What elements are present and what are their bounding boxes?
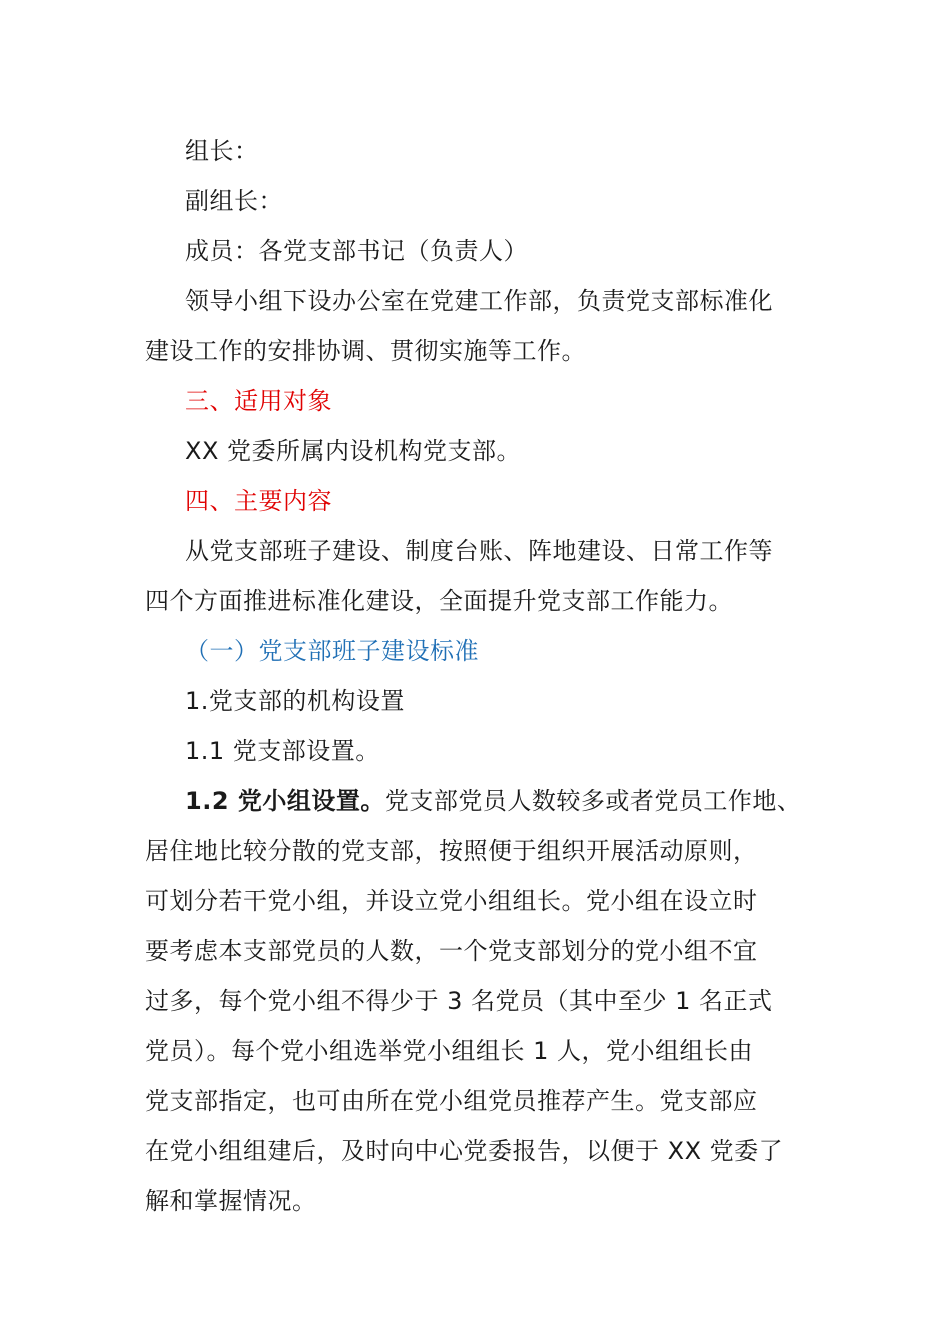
item-1-2-text: 党支部党员人数较多或者党员工作地、 xyxy=(384,787,802,815)
item-1-2-title: 1.2 党小组设置。 xyxy=(185,787,385,815)
item-1-2-line-9: 解和掌握情况。 xyxy=(145,1187,317,1215)
item-1-1: 1.1 党支部设置。 xyxy=(185,737,380,765)
members-line: 成员：各党支部书记（负责人） xyxy=(185,237,528,265)
section3-body: XX 党委所属内设机构党支部。 xyxy=(185,437,522,465)
section4-body-line-2: 四个方面推进标准化建设，全面提升党支部工作能力。 xyxy=(145,587,733,615)
item-1-2-line-5: 过多，每个党小组不得少于 3 名党员（其中至少 1 名正式 xyxy=(145,987,773,1015)
subsection1-heading: （一）党支部班子建设标准 xyxy=(185,637,479,665)
office-paragraph-line-1: 领导小组下设办公室在党建工作部，负责党支部标准化 xyxy=(185,287,773,315)
item-1-2-line-2: 居住地比较分散的党支部，按照便于组织开展活动原则， xyxy=(145,837,758,865)
item-1-2-line-3: 可划分若干党小组，并设立党小组组长。党小组在设立时 xyxy=(145,887,758,915)
item-1-2-line-8: 在党小组组建后，及时向中心党委报告，以便于 XX 党委了 xyxy=(145,1137,784,1165)
item-1-2-line-7: 党支部指定，也可由所在党小组党员推荐产生。党支部应 xyxy=(145,1087,758,1115)
section4-heading: 四、主要内容 xyxy=(185,487,332,515)
deputy-leader-line: 副组长： xyxy=(185,187,283,215)
item-1-heading: 1.党支部的机构设置 xyxy=(185,687,405,715)
section4-body-line-1: 从党支部班子建设、制度台账、阵地建设、日常工作等 xyxy=(185,537,773,565)
leader-line: 组长： xyxy=(185,137,259,165)
document-body xyxy=(145,126,810,1226)
office-paragraph-line-2: 建设工作的安排协调、贯彻实施等工作。 xyxy=(145,337,586,365)
section3-heading: 三、适用对象 xyxy=(185,387,332,415)
item-1-2-line-4: 要考虑本支部党员的人数，一个党支部划分的党小组不宜 xyxy=(145,937,758,965)
item-1-2-line-1 xyxy=(145,776,810,826)
item-1-2-line-6: 党员）。每个党小组选举党小组组长 1 人，党小组组长由 xyxy=(145,1037,754,1065)
